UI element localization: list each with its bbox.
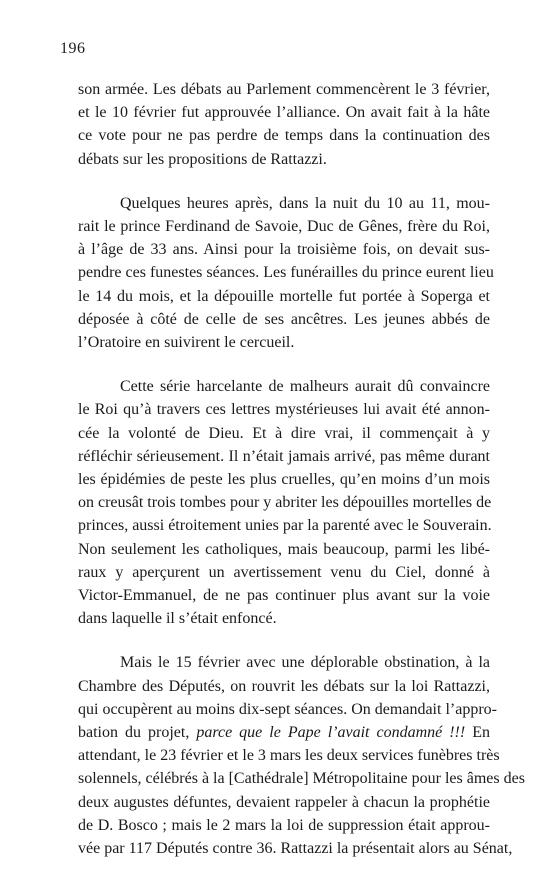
emphasized-text: parce que le Pape l’avait condamné !!!: [196, 724, 466, 742]
text-line: l’Oratoire en suivirent le cercueil.: [78, 334, 295, 352]
paragraph-1: [78, 78, 490, 171]
text-line: et le 10 février fut approuvée l’alliance. On avait fait à la hâte: [78, 104, 490, 122]
text-line: Quelques heures après, dans la nuit du 10 au 11, mou-: [120, 194, 490, 212]
text-line: à l’âge de 33 ans. Ainsi pour la troisième fois, on devait sus-: [78, 241, 490, 259]
text-line: on creusât trois tombes pour y abriter les dépouilles mortelles de: [78, 494, 492, 512]
text-line: le 14 du mois, et la dépouille mortelle fut portée à Soperga et: [78, 287, 490, 305]
text-line: son armée. Les débats au Parlement commencèrent le 3 février,: [78, 81, 490, 98]
text-line: qui occupèrent au moins dix-sept séances. On demandait l’appro-: [78, 700, 497, 718]
text-line: débats sur les propositions de Rattazzi.: [78, 150, 327, 168]
text-line: le Roi qu’à travers ces lettres mystérieuses lui avait été annon-: [78, 401, 490, 419]
text-line: pendre ces funestes séances. Les funérailles du prince eurent lieu: [78, 264, 494, 282]
text-line: princes, aussi étroitement unies par la parenté avec le Souverain.: [78, 517, 492, 535]
text-line: rait le prince Ferdinand de Savoie, Duc de Gênes, frère du Roi,: [78, 218, 490, 236]
text-line: de D. Bosco ; mais le 2 mars la loi de suppression était approu-: [78, 816, 490, 834]
text-line: attendant, le 23 février et le 3 mars les deux services funèbres très: [78, 747, 500, 765]
text-line: solennels, célébrés à la [Cathédrale] Métropolitaine pour les âmes des: [78, 770, 525, 788]
text-line: Victor-Emmanuel, de ne pas continuer plus avant sur la voie: [78, 587, 490, 605]
text-line: Cette série harcelante de malheurs aurait dû convaincre: [120, 378, 490, 396]
text-segment: En: [465, 724, 490, 742]
text-line: déposée à côté de celle de ses ancêtres. Les jeunes abbés de: [78, 310, 490, 328]
paragraph-4: [78, 651, 525, 860]
text-line: Mais le 15 février avec une déplorable obstination, à la: [120, 654, 490, 672]
text-line: vée par 117 Députés contre 36. Rattazzi la présentait alors au Sénat,: [78, 840, 513, 858]
text-line: deux augustes défuntes, devaient rappeler à chacun la prophétie: [78, 793, 490, 811]
text-line: les épidémies de peste les plus cruelles, qu’en moins d’un mois: [78, 471, 490, 489]
text-line: raux y aperçurent un avertissement venu du Ciel, donné à: [78, 563, 490, 581]
text-line: Non seulement les catholiques, mais beaucoup, parmi les libé-: [78, 540, 490, 558]
text-line: cée la volonté de Dieu. Et à dire vrai, il commençait à y: [78, 424, 490, 442]
paragraph-2: [78, 192, 494, 354]
text-line: Chambre des Députés, on rouvrit les débats sur la loi Rattazzi,: [78, 677, 490, 695]
text-line-with-emphasis: [78, 721, 490, 744]
text-line: dans laquelle il s’était enfoncé.: [78, 610, 277, 628]
body-text: [78, 78, 525, 881]
text-segment: bation du projet,: [78, 724, 197, 742]
paragraph-3: [78, 375, 490, 630]
text-line: ce vote pour ne pas perdre de temps dans la continuation des: [78, 127, 490, 145]
text-line: réfléchir sérieusement. Il n’était jamais arrivé, pas même durant: [78, 447, 490, 465]
page-number: 196: [60, 40, 86, 57]
